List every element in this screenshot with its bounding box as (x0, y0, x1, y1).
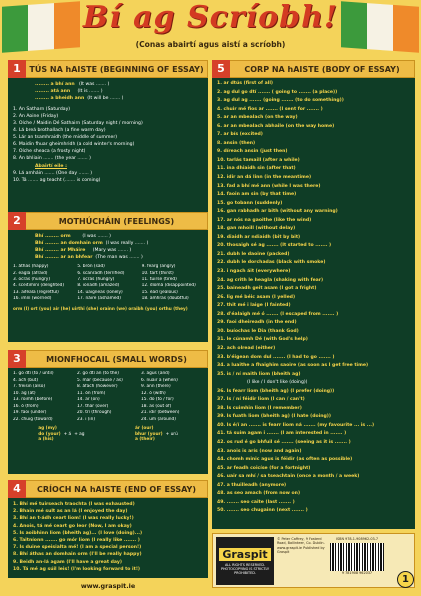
list-item: 11. ina dhiaidh sin (after that) (217, 166, 296, 172)
phrase-row: ........ a bheidh ann (It will be ....... ) (35, 96, 124, 102)
section-header (8, 60, 208, 78)
list-item: 35. is / ní maith liom (bheith ag) (217, 371, 301, 377)
list-item: 10. ag (at) (13, 390, 36, 396)
list-item: 5. mar (because / as) (77, 377, 123, 383)
list-item: 9. díreach ansin (just then) (217, 149, 288, 155)
list-item: 18. amhras (doubtful) (141, 296, 189, 302)
section-title: TÚS NA hAISTE (BEGINNING OF ESSAY) (29, 64, 204, 74)
list-item: 34. a luaithe a fhaighim saoire (as soon as I get free time) (217, 363, 369, 369)
list-item: 5. Is aoibhinn liom (bheith ag)... (I love (doing)...) (13, 530, 143, 536)
list-item: 12. ó (with) (141, 390, 166, 396)
list-item: 22. dubh le dorchadas (black with smoke) (217, 260, 326, 266)
list-item: 14. uaigneas (lonely) (77, 289, 123, 295)
list-item: 47. a thuilleadh (anymore) (217, 482, 287, 488)
list-item: 15. do (to / for) (141, 397, 174, 402)
section-title: CRÍOCH NA hAISTE (END OF ESSAY) (37, 484, 196, 494)
list-item: 7. freisin (also) (13, 384, 46, 389)
list-item: 24. um (around) (141, 416, 176, 422)
phrase-row: Bhí ........ ar an bhfear (The man was ....... ) (35, 255, 143, 261)
list-item: 5. ar an mbealach (on the way) (217, 115, 298, 121)
website-url[interactable]: www.graspit.ie (80, 582, 136, 590)
barcode-block (328, 537, 386, 584)
section-number: 2 (8, 212, 26, 230)
list-item: 2. An Aoine (Friday) (13, 114, 59, 120)
list-item: 6. scanradh (terrified) (77, 270, 125, 276)
isbn-text: ISBN 978-1-908962-03-7 (335, 537, 379, 541)
list-item: 13. roimh (before) (13, 397, 53, 402)
phrase-row: ........ a bhí ann (It was ....... ) (35, 82, 110, 87)
list-item: 2. go dtí an (to the) (77, 371, 119, 376)
list-item: 50. ....... seo chugainn (next ....... ) (217, 508, 308, 514)
list-item: 3. ag dul ag ....... (going ....... (to do something)) (217, 98, 344, 104)
list-item: 7. ocras (hungry) (77, 277, 115, 282)
section-body (8, 498, 208, 578)
section-header (8, 480, 208, 498)
list-item: 1. go dtí (to / until) (13, 371, 54, 376)
section-title: MIONFHOCAIL (SMALL WORDS) (46, 354, 187, 364)
publisher-info: © Peter Caffrey, 9 Fosterd Road, Ballinteer, Co. Dublin. www.graspit.ie Published by Graspit (277, 537, 325, 554)
section-header (8, 212, 208, 230)
list-item: 9. Beidh an-lá agam (I'll have a great day) (13, 559, 122, 565)
list-item: 31. le cúnamh Dé (with God's help) (217, 337, 308, 343)
list-item: 20. trí (through) (77, 410, 112, 415)
list-item: 5. Lár an tsamhraidh (the middle of summer) (13, 135, 118, 141)
list-item: 8. An bhliain ....... (the year ....... ) (13, 156, 91, 162)
list-item: 25. baineadh geit asam (I got a fright) (217, 286, 317, 292)
list-item: 4. ach (but) (13, 377, 39, 383)
list-item: 17. náire (ashamed) (77, 296, 121, 302)
logo-word: Graspit (219, 548, 270, 561)
list-item: 9. fearg (angry) (141, 264, 176, 270)
graspit-logo (216, 537, 274, 585)
section-number: 3 (8, 350, 26, 368)
section-title: MOTHÚCHÁIN (FEELINGS) (58, 216, 175, 226)
list-item: 21. idir (between) (141, 410, 180, 415)
list-item: 11. ón (from) (77, 390, 106, 396)
phrase-row: ........ atá ann (It is ....... ) (35, 89, 103, 95)
irish-flag-right-icon (341, 1, 419, 52)
list-item: 8. áfach (however) (77, 384, 118, 389)
list-item: 4. sceitimíní (delighted) (13, 283, 65, 289)
list-item: 19. faoi (under) (13, 410, 47, 415)
list-item: 13. fad a bhí mé ann (while I was there) (217, 183, 321, 189)
list-item: 9. ann (there) (141, 384, 171, 389)
page-number: 1 (397, 571, 414, 588)
list-item: 15. go tobann (suddenly) (217, 200, 283, 206)
list-item: 12. díomá (disappointed) (141, 283, 196, 289)
barcode-icon (330, 543, 384, 571)
list-item: 18. as (out of) (141, 403, 172, 409)
mutation-right: ár (our) bhur (your) a (their) + urú (134, 426, 178, 443)
list-item: 20. thosaigh sé ag ....... (It started to ....... ) (217, 243, 332, 249)
list-item: 6. Taitníonn ....... go mór liom (I really like ....... ) (13, 538, 140, 544)
section-body (212, 78, 415, 529)
list-item: 38. Is cuimhin liom (I remember) (217, 405, 302, 411)
list-item: 17. thar (over) (77, 403, 109, 409)
list-item: 6. ar an mbealach abhaile (on the way home) (217, 123, 335, 129)
list-item: 1. Bhí mé tuirseach traochta (I was exhausted) (13, 502, 135, 507)
section-body (8, 78, 208, 224)
list-item: 6. nuair a (when) (141, 377, 178, 383)
section-header (8, 350, 208, 368)
list-item: 37. Is / ní féidir liom (I can / can't) (217, 397, 305, 403)
section-beginning (8, 60, 208, 224)
list-item: 24. ag crith le heagla (shaking with fear) (217, 277, 324, 283)
pronoun-row: orm (I) ort (you) air (he) uirthi (she) orainn (we) oraibh (you) orthu (they) (13, 305, 188, 311)
list-item: 1. áthas (happy) (13, 264, 49, 270)
list-item: 22. chuig (toward) (13, 416, 53, 422)
list-item: 42. os rud é go bhfuil sé ....... (seeing as it is ....... ) (217, 439, 351, 445)
list-item: 11. tuirse (tired) (141, 277, 177, 282)
list-item: 16. gan rabhadh ar bith (without any warning) (217, 209, 338, 215)
list-item: 28. d'éalaigh mé ó ....... (I escaped from ....... ) (217, 311, 339, 317)
list-item: 1. ar dtús (first of all) (217, 81, 273, 86)
list-item: 1. An Satharn (Saturday) (13, 107, 71, 113)
list-item: 8. Bhí áthas an domhain orm (I'll be really happy) (13, 552, 142, 558)
list-item: 10. Tá ....... ag teacht (....... is coming) (13, 177, 101, 183)
list-item: 45. ar feadh coicíse (for a fortnight) (217, 465, 311, 471)
header (0, 0, 421, 56)
mutation-table (13, 426, 203, 443)
phrase-row: Bhí ........ an domhain orm (I was really ....... ) (35, 241, 149, 247)
irish-flag-left-icon (2, 1, 80, 52)
list-item: 15. éad (jealous) (141, 289, 178, 295)
list-item: 18. gan mhoill (without delay) (217, 226, 296, 232)
barcode-number: 9 781908 962037 (341, 571, 373, 575)
list-item: 9. Lá amháin ....... (One day ....... ) (13, 170, 93, 176)
section-number: 4 (8, 480, 26, 498)
list-item: 23. i ngach áit (everywhere) (217, 269, 291, 275)
list-item: 33. b'éigean dom dul ....... (I had to go ....... ) (217, 354, 335, 360)
list-item: 16. imní (worried) (13, 296, 52, 302)
list-item: 23. i (in) (77, 416, 96, 422)
list-item: 32. ach olread (either) (217, 345, 276, 351)
list-item: 13. aiféala (regretful) (13, 289, 59, 295)
list-item: 10. Tá mé ag súil leis! (I'm looking forward to it!) (13, 566, 141, 572)
list-item: 46. uair sa mhí / sa tseachtain (once a month / a week) (217, 474, 360, 480)
list-item: 14. ar (on) (77, 397, 100, 402)
list-item: 5. brón (sad) (77, 264, 105, 270)
list-item: 3. ocras (hungry) (13, 277, 51, 282)
page-title: Bí ag Scríobh! (82, 0, 339, 35)
list-item: 2. Bhain mé sult as an lá (I enjoyed the day) (13, 509, 128, 515)
list-item: 4. Lá breá brothallach (a fine warm day) (13, 128, 106, 134)
list-item: 40. Is é/í an ....... is fearr liom ná ....... (my favourite ... is ...) (217, 422, 375, 428)
list-item: 6. Maidin fhuar gheimhridh (a cold winter's morning) (13, 142, 135, 148)
section-body-of-essay (212, 60, 415, 529)
section-title: CORP NA hAISTE (BODY OF ESSAY) (244, 64, 400, 74)
phrase-row: Bhí ........ ar Mháire (Mary was ....... ) (35, 248, 132, 254)
list-item: 4. chuir mé fios ar ....... (I sent for ....... ) (217, 106, 323, 112)
list-item: (I like / I don't like (doing)) (247, 380, 308, 386)
list-item: 44. chomh minic agus is féidir (as often as possible) (217, 457, 353, 463)
list-item: 3. agus (and) (141, 371, 170, 376)
list-item: 36. Is fearr liom (bheith ag) (I prefer (doing)) (217, 388, 335, 394)
feelings-grid (13, 264, 203, 302)
section-number: 1 (8, 60, 26, 78)
section-small-words (8, 350, 208, 474)
list-item: 7. Is duine speisialta mé! (I am a special person!) (13, 545, 142, 551)
list-item: 41. tá suim agam i ....... (I am interested in ....... ) (217, 431, 347, 437)
list-item: 14. faoin am sin (by that time) (217, 192, 297, 198)
page-subtitle: (Conas abairtí agus aistí a scríobh) (135, 40, 286, 49)
list-item: 49. ....... seo caite (last ....... ) (217, 499, 295, 505)
small-words-grid (13, 371, 203, 423)
section-body (8, 368, 208, 474)
mutation-left: ag (my) do (your) a (his) + á + ag (38, 426, 85, 443)
section-feelings (8, 212, 208, 342)
section-body (8, 230, 208, 342)
list-item: 17. ar nós na gaoithe (like the wind) (217, 217, 312, 223)
phrase-row: Bhí ........ orm (I was ....... ) (35, 234, 111, 239)
section-number: 5 (212, 60, 230, 78)
list-item: 4. Anois, tá mé ceart go leor (Now, I am okay) (13, 523, 132, 529)
list-item: 2. ag dul go dtí ....... ( going to ....... (a place)) (217, 89, 338, 95)
list-item: 10. tart (thirst) (141, 270, 174, 276)
list-item: 19. diaidh ar ndiaidh (bit by bit) (217, 234, 301, 240)
list-item: 8. ansin (then) (217, 140, 256, 146)
list-item: 3. Bhí an t-ádh ceart liom! (I was really lucky!) (13, 516, 134, 522)
list-item: 26. lig mé béic asam (I yelled) (217, 294, 296, 300)
section-ending (8, 480, 208, 578)
list-item: 3. Oíche / Maidin Dé Sathairn (Saturday night / morning) (13, 121, 143, 127)
copyright-note: ALL RIGHTS RESERVED. PHOTOCOPYING IS STRICTLY PROHIBITED. (220, 562, 270, 575)
section-header (212, 60, 415, 78)
list-item: 2. eagla (afraid) (13, 270, 48, 276)
list-item: 12. idir an dá linn (in the meantime) (217, 175, 312, 181)
list-item: 10. tarlás tamaill (after a while) (217, 157, 300, 163)
list-item: 29. faoi dheireadh (in the end) (217, 320, 297, 326)
list-item: 7. Oíche sheaca (a frosty night) (13, 149, 86, 155)
list-item: 21. dubh le daoine (packed) (217, 251, 290, 257)
list-item: 7. ar bís (excited) (217, 132, 263, 138)
list-item: 8. ionadh (amazed) (77, 283, 120, 289)
sub-heading: Abairtí eile : (35, 163, 67, 169)
list-item: 48. as seo amach (from now on) (217, 491, 301, 497)
list-item: 27. thit mé i laige (I fainted) (217, 303, 291, 309)
list-item: 43. anois is arís (now and again) (217, 448, 302, 454)
list-item: 30. buíochas le Dia (thank God) (217, 328, 299, 334)
list-item: 39. Is fuath liom (bheith ag) (I hate (doing)) (217, 414, 331, 420)
publisher-strip (212, 533, 415, 588)
list-item: 16. ó (from) (13, 403, 39, 409)
